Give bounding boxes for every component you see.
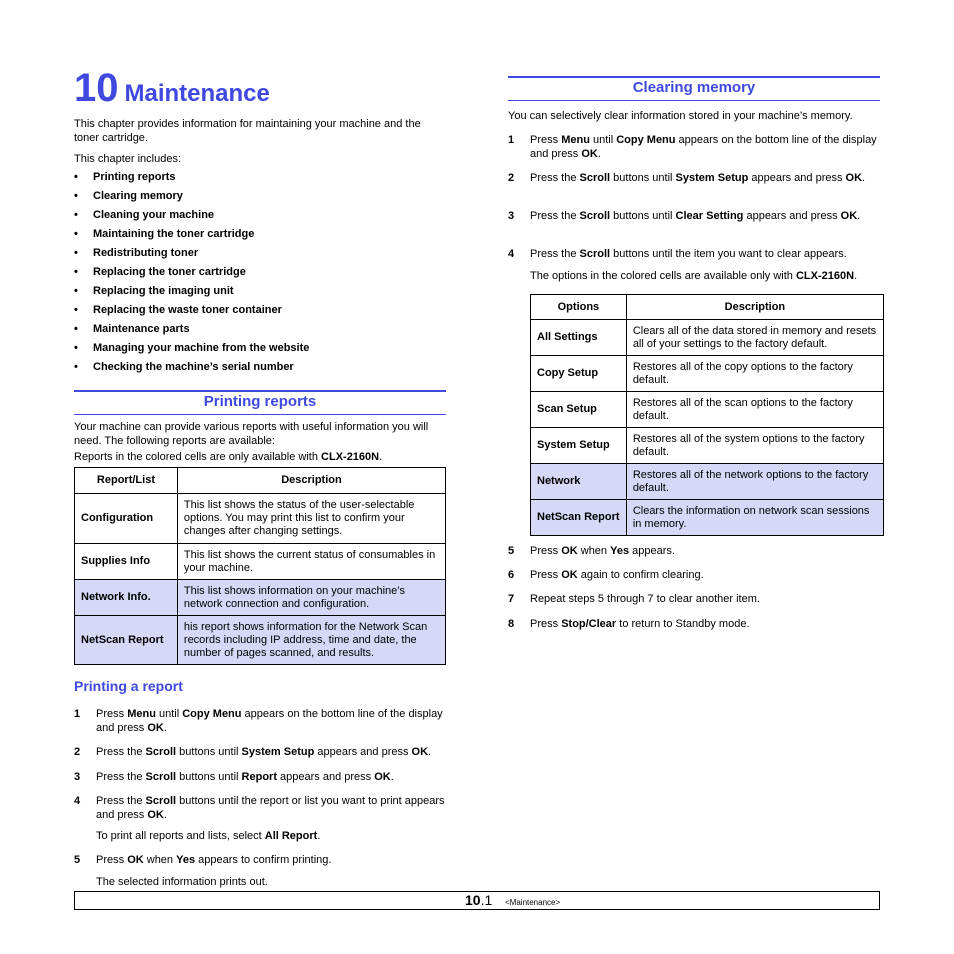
table-row [531,500,884,536]
step-text: Press OK when Yes appears to confirm printing. [96,854,332,866]
bullet-marker: • [74,304,78,316]
row-description: This list shows the current status of consumables in your machine. [177,544,445,580]
note-model: CLX-2160N [321,451,380,463]
row-description: his report shows information for the Network Scan records including IP address, time and date, the number of pages scanned, and results. [177,616,445,665]
step-number: 6 [508,569,515,581]
row-key: Network [531,464,627,500]
page-number-minor: .1 [480,892,493,908]
bullet-marker: • [74,171,78,183]
chapter-number: 10 [74,66,119,110]
includes-label: This chapter includes: [74,153,181,165]
note-end: . [379,451,383,463]
step-number: 7 [508,593,515,605]
step-number: 8 [508,618,515,630]
row-description: Restores all of the network options to the factory default. [626,464,883,500]
reports-table [74,467,446,665]
contents-item-label: Checking the machine’s serial number [93,361,294,373]
printing-reports-note [74,450,446,464]
table-header: Report/List [75,468,178,494]
contents-item-label: Replacing the imaging unit [93,285,234,297]
bullet-marker: • [74,266,78,278]
step-number: 5 [508,545,515,557]
bullet-marker: • [74,361,78,373]
contents-item-label: Maintaining the toner cartridge [93,228,255,240]
step-text: Press the Scroll buttons until the report or list you want to print appears and press OK. [96,795,445,821]
step-text: Press the Scroll buttons until Clear Setting appears and press OK. [530,210,861,222]
step-text: The options in the colored cells are available only with CLX-2160N. [530,270,858,282]
step-text: Press Stop/Clear to return to Standby mode. [530,618,750,630]
bullet-marker: • [74,247,78,259]
chapter-title: Maintenance [124,80,270,107]
table-row [75,580,446,616]
row-description: Restores all of the system options to the factory default. [626,428,883,464]
table-header: Options [531,295,627,320]
step-number: 4 [74,795,81,807]
printing-reports-para: Your machine can provide various reports with useful information you will need. The following reports are available: [74,421,429,447]
footer-label: <Maintenance> [505,898,561,907]
table-row [531,464,884,500]
step-number: 3 [508,210,515,222]
clearing-memory-intro: You can selectively clear information stored in your machine’s memory. [508,110,853,122]
step-number: 5 [74,854,81,866]
table-row [531,356,884,392]
bullet-marker: • [74,285,78,297]
row-description: Restores all of the scan options to the factory default. [626,392,883,428]
table-row [75,494,446,544]
step-text: Press the Scroll buttons until System Setup appears and press OK. [530,172,866,184]
step-number: 2 [508,172,515,184]
page-footer [74,891,880,910]
contents-item-label: Maintenance parts [93,323,190,335]
row-key: System Setup [531,428,627,464]
step-text: Press the Scroll buttons until System Setup appears and press OK. [96,746,432,758]
step-text: Press OK again to confirm clearing. [530,569,704,581]
contents-item-label: Redistributing toner [93,247,199,259]
step-text: Press the Scroll buttons until Report appears and press OK. [96,771,394,783]
contents-item-label: Clearing memory [93,190,183,202]
table-header: Description [177,468,445,494]
table-row [531,320,884,356]
bullet-marker: • [74,342,78,354]
contents-item-label: Managing your machine from the website [93,342,310,354]
table-row [75,616,446,665]
note-text: Reports in the colored cells are only available with [74,451,322,463]
bullet-marker: • [74,190,78,202]
step-text: The selected information prints out. [96,876,268,888]
step-number: 3 [74,771,81,783]
step-number: 1 [508,134,515,146]
chapter-heading [74,66,270,116]
intro-paragraph: This chapter provides information for maintaining your machine and the toner cartridge. [74,118,421,144]
step-text: Repeat steps 5 through 7 to clear another item. [530,593,760,605]
contents-item-label: Cleaning your machine [93,209,215,221]
row-key: Network Info. [75,580,178,616]
row-key: Copy Setup [531,356,627,392]
row-key: All Settings [531,320,627,356]
bullet-marker: • [74,228,78,240]
row-key: Scan Setup [531,392,627,428]
row-key: Configuration [75,494,178,544]
table-row [531,428,884,464]
row-description: Clears all of the data stored in memory and resets all of your settings to the factory default. [626,320,883,356]
row-description: Clears the information on network scan sessions in memory. [626,500,883,536]
section-heading-printing-reports: Printing reports [74,390,446,415]
row-key: NetScan Report [531,500,627,536]
row-description: Restores all of the copy options to the factory default. [626,356,883,392]
row-key: NetScan Report [75,616,178,665]
row-key: Supplies Info [75,544,178,580]
step-text: Press Menu until Copy Menu appears on the bottom line of the display and press OK. [96,708,443,734]
step-number: 4 [508,248,515,260]
step-number: 2 [74,746,81,758]
step-text: To print all reports and lists, select All Report. [96,830,321,842]
table-header: Description [626,295,883,320]
step-text: Press the Scroll buttons until the item you want to clear appears. [530,248,847,260]
page-number-major: 10 [465,892,481,908]
step-text: Press Menu until Copy Menu appears on the bottom line of the display and press OK. [530,134,877,160]
table-row [531,392,884,428]
contents-item-label: Replacing the toner cartridge [93,266,246,278]
step-number: 1 [74,708,81,720]
step-text: Press OK when Yes appears. [530,545,675,557]
contents-item-label: Replacing the waste toner container [93,304,282,316]
section-heading-clearing-memory: Clearing memory [508,76,880,101]
row-description: This list shows the status of the user-selectable options. You may print this list to confirm your changes after changing settings. [177,494,445,544]
bullet-marker: • [74,323,78,335]
subheading-printing-a-report: Printing a report [74,678,183,694]
page-number [465,893,492,907]
contents-item-label: Printing reports [93,171,176,183]
bullet-marker: • [74,209,78,221]
options-table [530,294,884,536]
row-description: This list shows information on your machine’s network connection and configuration. [177,580,445,616]
table-row [75,544,446,580]
